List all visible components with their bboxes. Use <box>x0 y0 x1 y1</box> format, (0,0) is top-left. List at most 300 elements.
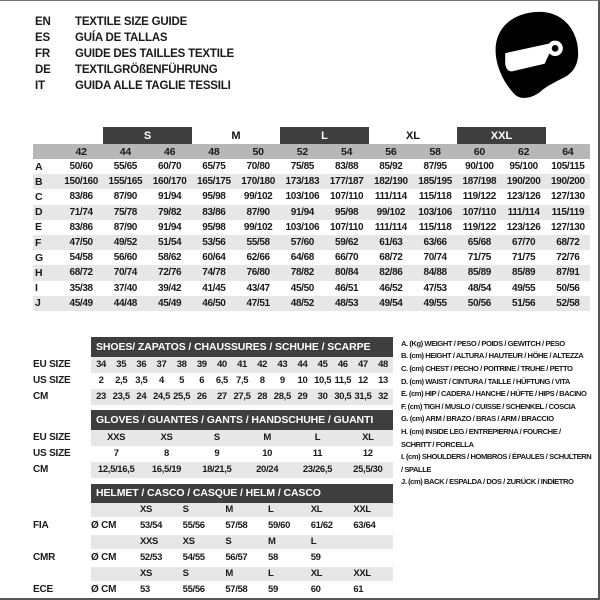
size-cell: 115/119 <box>546 205 590 220</box>
size-cell: 87/90 <box>113 191 138 203</box>
helmet-size-label: L <box>268 568 274 580</box>
size-cell: 87/95 <box>423 161 447 173</box>
size-number: 44 <box>103 144 147 159</box>
size-cell: 58/62 <box>157 252 182 264</box>
gloves-us-row <box>0 446 393 462</box>
size-cell: 54/58 <box>69 252 93 264</box>
helmet-size-label: XL <box>310 568 323 580</box>
shoes-title-bar: SHOES/ ZAPATOS / CHAUSSURES / SCHUHE / SCARPE <box>91 337 393 357</box>
glove-eu-size: S <box>213 432 220 444</box>
row-label-spacer <box>0 503 91 517</box>
size-cell: 48/52 <box>280 296 324 311</box>
size-cell: 115/118 <box>418 191 452 203</box>
language-code: EN <box>35 16 51 28</box>
standard-label-fia: FIA <box>33 520 49 532</box>
size-cell: 83/86 <box>69 221 93 233</box>
glove-eu-size: XL <box>362 432 374 444</box>
size-cell: 91/94 <box>280 205 324 220</box>
row-label-spacer <box>0 567 91 581</box>
shoe-us-size: 10 <box>297 375 308 387</box>
size-group-xl: XL <box>369 127 458 144</box>
helmet-size-label: XXL <box>353 504 371 516</box>
size-cell: 182/190 <box>369 174 413 189</box>
size-cell: 190/200 <box>502 174 546 189</box>
gloves-title-row <box>0 410 393 430</box>
size-group-s: S <box>103 127 192 144</box>
size-cell: 46/50 <box>192 296 236 311</box>
shoes-eu-cells <box>91 357 393 373</box>
shoe-cm-value: 28,5 <box>273 391 291 403</box>
size-cell: 56/60 <box>113 252 138 264</box>
helmet-section <box>0 484 393 599</box>
size-cell: 127/130 <box>551 191 585 203</box>
shoe-us-size: 10,5 <box>314 375 332 387</box>
size-cell: 76/80 <box>236 265 280 280</box>
glove-cm-value: 12,5/16,5 <box>97 464 135 476</box>
legend-item: I. (cm) SHOULDERS / HOMBROS / ÉPAULES / SCHULTERN / SPALLE <box>401 452 592 474</box>
size-cell: 90/100 <box>465 161 494 173</box>
size-number: 62 <box>502 144 546 159</box>
size-cell: 103/106 <box>285 221 320 233</box>
row-letter: I <box>35 282 38 295</box>
row-letter: C <box>35 190 43 203</box>
size-cell: 107/110 <box>457 205 501 220</box>
shoes-us-row <box>0 373 393 389</box>
size-cell: 68/72 <box>59 265 103 280</box>
helmet-cm-value: 57/58 <box>225 584 248 596</box>
shoe-eu-size: 46 <box>337 359 348 371</box>
glove-us-size: 7 <box>113 448 119 460</box>
size-number-row <box>33 144 590 159</box>
shoe-cm-value: 26 <box>196 391 207 403</box>
language-code: IT <box>35 80 45 92</box>
size-cell: 85/89 <box>457 265 501 280</box>
size-cell: 51/56 <box>502 296 546 311</box>
shoe-us-size: 12 <box>357 375 368 387</box>
gloves-us-cells <box>91 446 393 462</box>
size-cell: 49/52 <box>103 235 147 250</box>
helmet-cm-value: 53 <box>140 584 150 596</box>
shoe-eu-size: 41 <box>237 359 247 371</box>
helmet-title-row <box>0 484 393 503</box>
glove-us-size: 11 <box>312 448 323 460</box>
row-label-us-size: US SIZE <box>33 375 71 387</box>
legend-item: J. (cm) BACK / ESPALDA / DOS / ZURÜCK / INDIETRO <box>401 477 574 487</box>
shoe-us-size: 9 <box>279 375 285 387</box>
size-cell: 123/126 <box>506 221 541 233</box>
helmet-cm-value: 55/56 <box>182 520 205 532</box>
size-cell: 71/75 <box>467 252 492 264</box>
size-cell: 91/94 <box>157 221 182 233</box>
size-cell: 71/74 <box>59 205 103 220</box>
suit-measurement-row <box>33 159 590 174</box>
size-cell: 70/80 <box>246 161 270 173</box>
size-cell: 87/90 <box>236 205 280 220</box>
shoes-title-row <box>0 337 393 357</box>
suit-measurement-row <box>33 250 590 265</box>
size-cell: 44/48 <box>103 296 147 311</box>
shoe-eu-size: 35 <box>116 359 127 371</box>
size-cell: 127/130 <box>551 221 585 233</box>
size-cell: 95/98 <box>202 221 226 233</box>
size-cell: 49/54 <box>369 296 413 311</box>
fia-values-row <box>0 517 393 535</box>
size-cell: 50/56 <box>556 282 580 294</box>
glove-eu-size: L <box>314 432 321 444</box>
shoe-eu-size: 42 <box>257 359 268 371</box>
size-cell: 99/102 <box>243 221 273 233</box>
size-cell: 173/183 <box>280 174 324 189</box>
size-cell: 155/165 <box>103 174 147 189</box>
size-cell: 51/54 <box>148 235 192 250</box>
shoe-us-size: 4 <box>159 375 164 387</box>
shoe-eu-size: 48 <box>378 359 388 371</box>
ece-value-cells <box>91 581 393 599</box>
ece-size-cells <box>91 567 393 581</box>
size-number: 42 <box>59 144 103 159</box>
shoes-section <box>0 337 393 405</box>
shoe-cm-value: 27,5 <box>233 391 251 403</box>
unit-spacer <box>91 567 137 581</box>
helmet-size-label: M <box>225 568 233 580</box>
ece-sizes-row <box>0 567 393 581</box>
shoe-eu-size: 43 <box>277 359 288 371</box>
shoe-cm-value: 30 <box>317 391 328 403</box>
helmet-cm-value: 59/60 <box>268 520 291 532</box>
size-number: 58 <box>413 144 457 159</box>
helmet-cm-value: 57/58 <box>225 520 248 532</box>
shoe-us-size: 11,5 <box>334 375 352 387</box>
unit-label: Ø CM <box>91 552 117 564</box>
size-number: 64 <box>546 144 590 159</box>
glove-us-size: 10 <box>262 448 273 460</box>
shoe-cm-value: 27 <box>216 391 227 403</box>
shoe-eu-size: 34 <box>96 359 106 371</box>
size-cell: 70/74 <box>423 252 447 264</box>
row-letter: A <box>35 160 43 173</box>
shoe-us-size: 7,5 <box>235 375 249 387</box>
shoe-eu-size: 38 <box>176 359 187 371</box>
size-cell: 103/106 <box>413 205 457 220</box>
number-row-spacer <box>33 144 59 159</box>
helmet-size-label: XXS <box>140 536 158 548</box>
row-letter: B <box>33 174 59 189</box>
language-title: GUIDA ALLE TAGLIE TESSILI <box>75 80 231 92</box>
size-cell: 52/58 <box>546 296 590 311</box>
size-cell: 67/70 <box>502 235 546 250</box>
helmet-cm-value: 59 <box>310 552 321 564</box>
size-cell: 95/98 <box>202 191 226 203</box>
shoe-eu-size: 40 <box>216 359 227 371</box>
legend-item: C. (cm) CHEST / PECHO / POITRINE / TRUHE / PETTO <box>401 364 573 374</box>
suit-table-body <box>33 159 590 311</box>
helmet-cm-value: 54/55 <box>182 552 205 564</box>
size-cell: 53/56 <box>192 235 236 250</box>
size-cell: 99/102 <box>243 191 273 203</box>
band-spacer-right <box>546 127 590 144</box>
legend-item: G. (cm) ARM / BRAZO / BRAS / ARM / BRACCIO <box>401 414 554 424</box>
size-cell: 70/74 <box>103 265 147 280</box>
gloves-eu-row <box>0 430 393 446</box>
helmet-size-label: XS <box>182 536 195 548</box>
size-cell: 83/88 <box>334 161 359 173</box>
size-cell: 107/110 <box>330 191 364 203</box>
shoe-eu-size: 36 <box>136 359 147 371</box>
size-cell: 95/100 <box>509 161 538 173</box>
shoe-cm-value: 24,5 <box>152 391 171 403</box>
size-cell: 75/85 <box>290 161 315 173</box>
row-letter: J <box>33 296 59 311</box>
size-cell: 68/72 <box>379 252 403 264</box>
language-title: GUIDE DES TAILLES TEXTILE <box>75 48 234 60</box>
shoe-cm-value: 24 <box>136 391 147 403</box>
helmet-cm-value: 56/57 <box>225 552 248 564</box>
size-cell: 123/126 <box>506 191 541 203</box>
size-cell: 91/94 <box>157 191 182 203</box>
glove-cm-value: 25,5/30 <box>353 464 383 476</box>
size-cell: 84/88 <box>413 265 457 280</box>
helmet-cm-value: 63/64 <box>353 520 376 532</box>
fia-value-cells <box>91 517 393 535</box>
suit-size-table <box>33 127 590 311</box>
row-letter: D <box>33 205 59 220</box>
size-cell: 82/86 <box>369 265 413 280</box>
size-number: 48 <box>192 144 236 159</box>
size-cell: 50/60 <box>69 161 93 173</box>
title-spacer <box>0 484 91 503</box>
size-cell: 95/98 <box>325 205 369 220</box>
glove-eu-size: XXS <box>107 432 126 444</box>
shoe-us-size: 2,5 <box>115 375 128 387</box>
cmr-sizes-row <box>0 535 393 549</box>
shoe-us-size: 2 <box>98 375 104 387</box>
helmet-size-label: L <box>268 504 274 516</box>
measurement-legend <box>393 337 598 599</box>
suit-measurement-row <box>33 296 590 311</box>
size-cell: 115/118 <box>418 221 452 233</box>
size-cell: 46/52 <box>379 282 403 294</box>
size-number: 46 <box>148 144 192 159</box>
size-cell: 87/90 <box>113 221 138 233</box>
size-number: 50 <box>236 144 280 159</box>
legend-item: F. (cm) TIGH / MUSLO / CUISSE / SCHENKEL / COSCIA <box>401 401 576 411</box>
gloves-cm-cells <box>91 462 393 478</box>
helmet-cm-value: 59 <box>268 584 278 596</box>
size-group-band <box>33 127 590 144</box>
suit-measurement-row <box>33 205 590 220</box>
size-cell: 65/75 <box>202 161 226 173</box>
shoe-eu-size: 47 <box>357 359 368 371</box>
row-label-cm: CM <box>33 391 49 403</box>
shoe-cm-value: 25,5 <box>173 391 191 403</box>
size-cell: 87/91 <box>546 265 590 280</box>
shoe-us-size: 8 <box>259 375 265 387</box>
size-cell: 66/70 <box>334 252 359 264</box>
helmet-size-label: XS <box>140 504 152 516</box>
size-cell: 111/114 <box>374 191 407 203</box>
shoe-eu-size: 44 <box>297 359 308 371</box>
size-cell: 111/114 <box>502 205 546 220</box>
row-label-cm: CM <box>33 464 49 476</box>
size-cell: 68/72 <box>546 235 590 250</box>
size-cell: 48/54 <box>467 282 492 294</box>
size-cell: 37/40 <box>113 282 138 294</box>
glove-eu-size: M <box>263 432 271 444</box>
size-cell: 49/55 <box>413 296 457 311</box>
size-number: 52 <box>280 144 324 159</box>
shoe-cm-value: 31,5 <box>354 391 372 403</box>
size-cell: 45/49 <box>59 296 103 311</box>
size-cell: 45/49 <box>148 296 192 311</box>
helmet-size-label: S <box>182 568 189 580</box>
shoe-cm-value: 23 <box>96 391 106 403</box>
size-cell: 80/84 <box>325 265 369 280</box>
accessory-tables-column <box>0 337 393 599</box>
unit-label: Ø CM <box>91 520 117 532</box>
size-group-m: M <box>192 127 281 144</box>
size-cell: 150/160 <box>59 174 103 189</box>
size-cell: 35/38 <box>69 282 93 294</box>
helmet-cm-value: 60 <box>310 584 321 596</box>
helmet-size-label: L <box>310 536 317 548</box>
fia-sizes-row <box>0 503 393 517</box>
size-cell: 78/82 <box>280 265 324 280</box>
shoes-cm-cells <box>91 389 393 405</box>
shoe-cm-value: 23,5 <box>112 391 130 403</box>
fia-size-cells <box>91 503 393 517</box>
glove-cm-value: 16,5/19 <box>151 464 182 476</box>
size-cell: 60/70 <box>157 161 182 173</box>
language-code: DE <box>35 64 51 76</box>
row-letter: F <box>33 235 59 250</box>
row-label-eu-size: EU SIZE <box>33 359 71 371</box>
shoe-cm-value: 30,5 <box>334 391 352 403</box>
language-code: ES <box>35 32 50 44</box>
size-cell: 72/76 <box>556 252 580 264</box>
legend-item: B. (cm) HEIGHT / ALTURA / HAUTEUR / HÖHE / ALTEZZA <box>401 351 584 361</box>
size-cell: 47/50 <box>59 235 103 250</box>
title-spacer <box>0 337 91 357</box>
size-cell: 72/76 <box>148 265 192 280</box>
helmet-size-label: S <box>182 504 189 516</box>
glove-cm-value: 18/21,5 <box>202 464 232 476</box>
helmet-cm-value: 53/54 <box>140 520 163 532</box>
suit-measurement-row <box>33 174 590 189</box>
glove-cm-value: 20/24 <box>256 464 279 476</box>
size-cell: 85/89 <box>502 265 546 280</box>
unit-spacer <box>91 503 137 517</box>
shoe-eu-size: 37 <box>156 359 167 371</box>
size-cell: 61/63 <box>369 235 413 250</box>
suit-measurement-row <box>33 265 590 280</box>
size-cell: 62/66 <box>246 252 270 264</box>
size-cell: 47/51 <box>236 296 280 311</box>
unit-label: Ø CM <box>91 584 117 596</box>
size-group-xxl: XXL <box>457 127 546 144</box>
size-cell: 50/56 <box>457 296 501 311</box>
size-cell: 45/50 <box>290 282 315 294</box>
shoe-cm-value: 32 <box>378 391 388 403</box>
ece-values-row <box>0 581 393 599</box>
helmet-cm-value: 55/56 <box>182 584 205 596</box>
size-cell: 55/65 <box>113 161 138 173</box>
shoes-eu-row <box>0 357 393 373</box>
size-cell: 55/58 <box>236 235 280 250</box>
gloves-title-bar: GLOVES / GUANTES / GANTS / HANDSCHUHE / GUANTI <box>91 410 393 430</box>
language-title: TEXTILGRÖßENFÜHRUNG <box>75 64 218 76</box>
size-cell: 71/75 <box>511 252 536 264</box>
size-cell: 57/60 <box>280 235 324 250</box>
helmet-cm-value: 61/62 <box>310 520 333 532</box>
size-cell: 185/195 <box>413 174 457 189</box>
shoes-cm-row <box>0 389 393 405</box>
helmet-cm-value: 58 <box>268 552 278 564</box>
size-number: 60 <box>457 144 501 159</box>
suit-measurement-row <box>33 220 590 235</box>
size-cell: 43/47 <box>246 282 270 294</box>
lower-area <box>0 337 598 599</box>
size-cell: 170/180 <box>236 174 280 189</box>
legend-item: D. (cm) WAIST / CINTURA / TAILLE / HÜFTUNG / VITA <box>401 376 570 386</box>
size-cell: 105/115 <box>551 161 585 173</box>
suit-measurement-row <box>33 235 590 250</box>
shoe-us-size: 6,5 <box>215 375 228 387</box>
helmet-title-bar: HELMET / CASCO / CASQUE / HELM / CASCO <box>91 484 393 503</box>
size-cell: 187/198 <box>457 174 501 189</box>
legend-item: E. (cm) HIP / CADERA / HANCHE / HÜFTE / HIPS / BACINO <box>401 389 587 399</box>
size-cell: 107/110 <box>330 221 364 233</box>
glove-eu-size: XS <box>160 432 173 444</box>
size-cell: 111/114 <box>374 221 407 233</box>
suit-measurement-row <box>33 281 590 296</box>
helmet-size-label: XS <box>140 568 152 580</box>
legend-item: A. (Kg) WEIGHT / PESO / POIDS / GEWITCH / PESO <box>401 338 565 348</box>
size-cell: 74/78 <box>192 265 236 280</box>
size-cell: 119/122 <box>462 221 496 233</box>
size-cell: 39/42 <box>157 282 182 294</box>
helmet-size-label: XXL <box>353 568 371 580</box>
language-title: TEXTILE SIZE GUIDE <box>75 16 188 28</box>
size-cell: 119/122 <box>462 191 496 203</box>
unit-spacer <box>91 535 137 549</box>
size-cell: 48/53 <box>325 296 369 311</box>
row-label-eu-size: EU SIZE <box>33 432 71 444</box>
shoe-us-size: 3,5 <box>135 375 148 387</box>
size-group-l: L <box>280 127 369 144</box>
shoe-cm-value: 29 <box>297 391 308 403</box>
standard-label-ece: ECE <box>33 584 53 596</box>
page-header <box>0 1 598 127</box>
cmr-values-row <box>0 549 393 567</box>
size-cell: 75/78 <box>103 205 147 220</box>
size-cell: 64/68 <box>290 252 315 264</box>
glove-cm-value: 23/26,5 <box>302 464 333 476</box>
row-label-us-size: US SIZE <box>33 448 71 460</box>
size-cell: 59/62 <box>325 235 369 250</box>
size-cell: 190/200 <box>546 174 590 189</box>
helmet-size-label: XL <box>310 504 323 516</box>
size-cell: 165/175 <box>192 174 236 189</box>
shoe-us-size: 5 <box>179 375 185 387</box>
helmet-size-label: M <box>268 536 276 548</box>
helmet-cm-value: 61 <box>353 584 364 596</box>
shoe-eu-size: 45 <box>317 359 328 371</box>
shoe-us-size: 13 <box>378 375 388 387</box>
size-cell: 49/55 <box>511 282 536 294</box>
helmet-size-label: M <box>225 504 233 516</box>
helmet-size-label: S <box>225 536 232 548</box>
glove-us-size: 12 <box>362 448 373 460</box>
